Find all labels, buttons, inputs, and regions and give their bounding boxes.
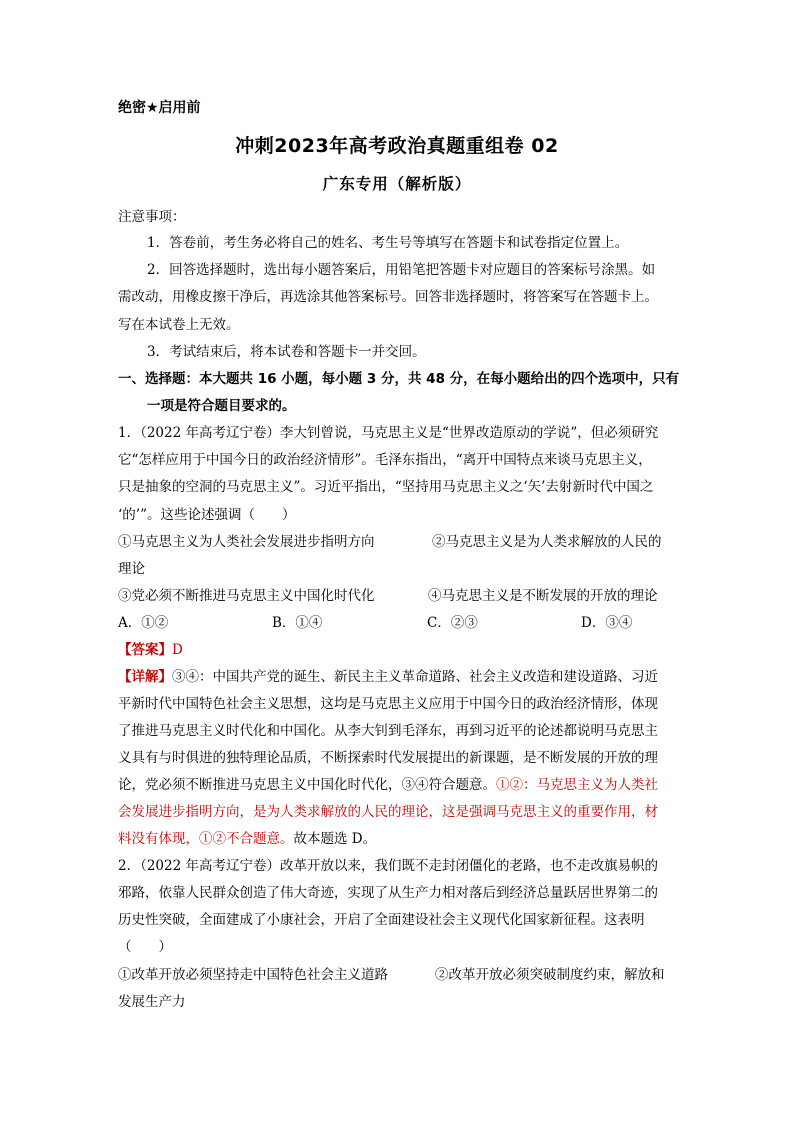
- detail-text: 故本题选 D。: [293, 831, 377, 847]
- q1-statement-4: ④马克思主义是不断发展的开放的理论: [428, 588, 658, 604]
- notice-heading: 注意事项：: [118, 209, 186, 225]
- notice-item-2-line-1: 2．回答选择题时，选出每小题答案后，用铅笔把答题卡对应题目的答案标号涂黑。如: [147, 262, 656, 278]
- page-subtitle: 广东专用（解析版）: [322, 175, 472, 193]
- q1-detail-line-2: 平新时代中国特色社会主义思想，这均是马克思主义应用于中国今日的政治经济情形，体现: [118, 696, 658, 712]
- q1-detail-line-7: [118, 830, 376, 848]
- section-heading-line-2: 一项是符合题目要求的。: [147, 398, 296, 414]
- notice-item-1: 1．答卷前，考生务必将自己的姓名、考生号等填写在答题卡和试卷指定位置上。: [147, 235, 629, 251]
- q1-detail-line-5: [118, 776, 658, 794]
- q1-stem-line-1: 1．（2022 年高考辽宁卷）李大钊曾说，马克思主义是“世界改造原动的学说”，但必须研究: [118, 425, 659, 441]
- notice-item-2-line-3: 写在本试卷上无效。: [118, 317, 240, 333]
- q1-statement-2: ②马克思主义是为人类求解放的人民的: [432, 534, 662, 550]
- q2-statement-2-cont: 发展生产力: [118, 994, 186, 1010]
- answer-label: 【答案】: [118, 642, 172, 658]
- q1-option-b: B．①④: [272, 615, 323, 631]
- q1-statement-1: ①马克思主义为人类社会发展进步指明方向: [118, 534, 375, 550]
- q1-detail-line-6: 会发展进步指明方向，是为人类求解放的人民的理论，这是强调马克思主义的重要作用，材: [118, 804, 658, 820]
- detail-text-red: ①②：马克思主义为人类社: [496, 777, 658, 793]
- q2-stem-line-1: 2．（2022 年高考辽宁卷）改革开放以来，我们既不走封闭僵化的老路，也不走改旗易帜的: [118, 858, 658, 874]
- detail-text: ③④：中国共产党的诞生、新民主主义革命道路、社会主义改造和建设道路、习近: [172, 669, 658, 685]
- section-heading-line-1: 一、选择题：本大题共 16 小题，每小题 3 分，共 48 分，在每小题给出的四个选项中，只有: [118, 371, 680, 387]
- q1-detail-line-1: [118, 668, 658, 686]
- detail-text-red: 料没有体现，①②不合题意。: [118, 831, 294, 847]
- q2-statement-1: ①改革开放必须坚持走中国特色社会主义道路: [118, 967, 388, 983]
- answer-value: D: [172, 642, 183, 658]
- q2-stem-line-2: 邪路，依靠人民群众创造了伟大奇迹，实现了从生产力相对落后到经济总量跃居世界第二的: [118, 885, 658, 901]
- q1-stem-line-3: 只是抽象的空洞的马克思主义”。习近平指出，“坚持用马克思主义之‘矢’去射新时代中国之: [118, 479, 654, 495]
- detail-label: 【详解】: [118, 669, 172, 685]
- q2-stem-line-4: （ ）: [118, 939, 172, 955]
- q1-answer: [118, 641, 183, 659]
- notice-item-3: 3．考试结束后，将本试卷和答题卡一并交回。: [147, 344, 426, 360]
- q1-stem-line-4: ‘的’”。这些论述强调（ ）: [118, 507, 296, 523]
- q1-option-a: A．①②: [118, 615, 169, 631]
- q1-option-c: C．②③: [427, 615, 478, 631]
- q2-statement-2: ②改革开放必须突破制度约束，解放和: [435, 967, 665, 983]
- q1-statement-2-cont: 理论: [118, 561, 145, 577]
- detail-text: 论，党必须不断推进马克思主义中国化时代化，③④符合题意。: [118, 777, 496, 793]
- q1-stem-line-2: 它“怎样应用于中国今日的政治经济情形”。毛泽东指出，“离开中国特点来谈马克思主义，: [118, 452, 652, 468]
- secret-mark: 绝密★启用前: [118, 100, 201, 116]
- page-title: 冲刺2023年高考政治真题重组卷 02: [235, 135, 559, 157]
- q1-option-d: D．③④: [581, 615, 633, 631]
- q1-statement-3: ③党必须不断推进马克思主义中国化时代化: [118, 588, 375, 604]
- notice-item-2-line-2: 需改动，用橡皮擦干净后，再选涂其他答案标号。回答非选择题时，将答案写在答题卡上。: [118, 289, 658, 305]
- q1-detail-line-3: 了推进马克思主义时代化和中国化。从李大钊到毛泽东，再到习近平的论述都说明马克思主: [118, 723, 658, 739]
- q1-detail-line-4: 义具有与时俱进的独特理论品质，不断探索时代发展提出的新课题，是不断发展的开放的理: [118, 750, 658, 766]
- q2-stem-line-3: 历史性突破，全面建成了小康社会，开启了全面建设社会主义现代化国家新征程。这表明: [118, 912, 645, 928]
